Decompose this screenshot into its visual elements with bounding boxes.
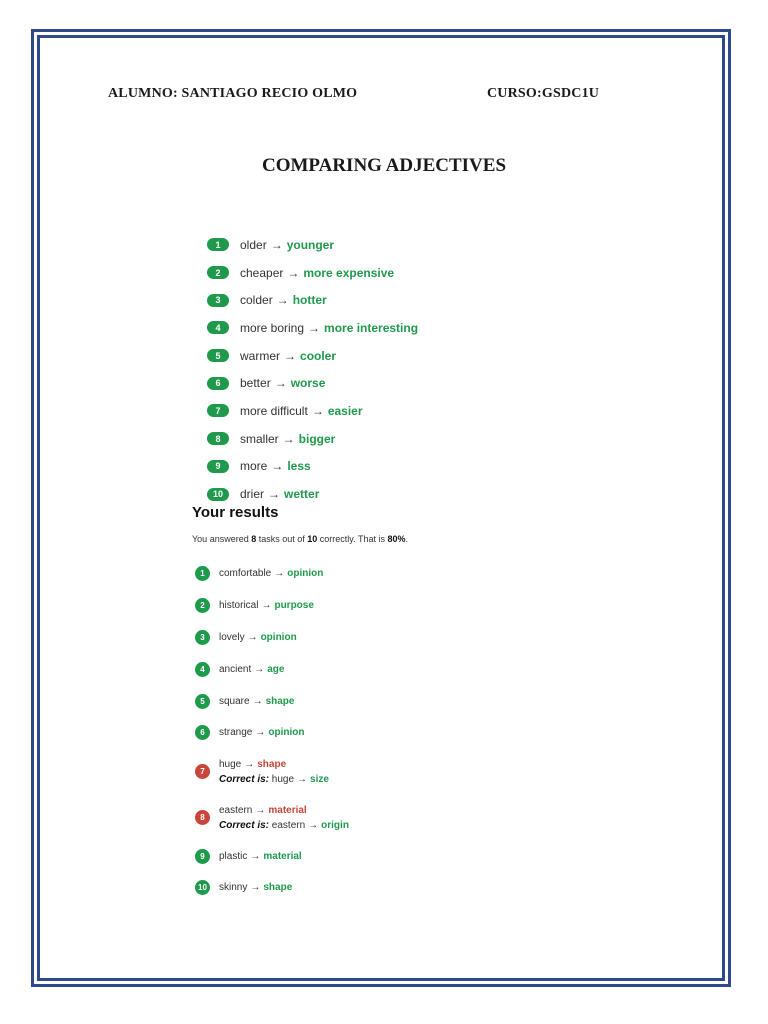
list-item	[207, 453, 418, 481]
correct-answer: size	[310, 774, 329, 785]
question-word: more difficult	[240, 403, 308, 418]
result-answer-line	[219, 566, 323, 581]
result-answer-line	[219, 598, 314, 613]
result-answer-line	[219, 630, 297, 645]
question-word: older	[240, 237, 267, 252]
summary-pre: You answered	[192, 534, 252, 544]
given-answer: material	[268, 805, 307, 816]
arrow-icon: →	[276, 293, 289, 308]
number-badge: 9	[207, 460, 229, 473]
result-text	[219, 757, 329, 787]
comparatives-list	[207, 231, 418, 508]
result-answer-line	[219, 803, 349, 818]
given-answer: opinion	[260, 632, 297, 643]
question-word: drier	[240, 487, 265, 502]
result-text	[219, 880, 292, 895]
result-text	[219, 803, 349, 833]
number-badge: 4	[207, 321, 229, 334]
result-text	[219, 662, 284, 677]
arrow-icon: →	[287, 265, 300, 280]
given-answer: purpose	[274, 600, 314, 611]
answer-word: wetter	[284, 487, 320, 502]
arrow-icon: →	[271, 459, 284, 474]
results-title: Your results	[192, 504, 279, 521]
summary-correct-count: 8	[251, 534, 257, 544]
question-word: skinny	[219, 882, 248, 893]
question-word: better	[240, 376, 271, 391]
answer-word: younger	[286, 237, 335, 252]
question-word: ancient	[219, 664, 252, 675]
number-badge: 5	[207, 349, 229, 362]
given-answer: shape	[263, 882, 293, 893]
result-answer-line	[219, 662, 284, 677]
question-word: warmer	[240, 348, 281, 363]
question-word: cheaper	[240, 265, 284, 280]
correct-badge: 6	[195, 725, 210, 740]
arrow-icon: →	[252, 696, 263, 707]
arrow-icon: →	[308, 320, 321, 335]
arrow-icon: →	[247, 632, 258, 643]
answer-word: more expensive	[303, 265, 395, 280]
arrow-icon: →	[254, 664, 265, 675]
question-word: huge	[271, 774, 295, 785]
summary-percent: 80%	[387, 534, 406, 544]
incorrect-badge: 8	[195, 810, 210, 825]
question-word: plastic	[219, 851, 248, 862]
question-word: lovely	[219, 632, 245, 643]
question-word: square	[219, 696, 250, 707]
result-text	[219, 630, 297, 645]
question-word: historical	[219, 600, 259, 611]
summary-end: .	[405, 534, 408, 544]
result-item	[195, 630, 297, 645]
arrow-icon: →	[297, 774, 308, 785]
result-text	[219, 598, 314, 613]
summary-total-count: 10	[307, 534, 318, 544]
list-item	[207, 425, 418, 453]
question-word: huge	[219, 759, 242, 770]
number-badge: 7	[207, 404, 229, 417]
result-text	[219, 566, 323, 581]
question-word: strange	[219, 727, 253, 738]
answer-word: cooler	[300, 348, 337, 363]
arrow-icon: →	[250, 882, 261, 893]
list-item	[207, 259, 418, 287]
given-answer: opinion	[287, 568, 324, 579]
result-item	[195, 849, 302, 864]
question-word: more boring	[240, 320, 305, 335]
number-badge: 8	[207, 432, 229, 445]
answer-word: more interesting	[324, 320, 419, 335]
question-word: smaller	[240, 431, 279, 446]
page-border-inner	[38, 36, 724, 980]
list-item	[207, 397, 418, 425]
result-item	[195, 598, 314, 613]
correct-badge: 9	[195, 849, 210, 864]
answer-word: easier	[327, 403, 363, 418]
list-item	[207, 286, 418, 314]
arrow-icon: →	[282, 431, 295, 446]
question-word: colder	[240, 293, 273, 308]
result-item	[195, 694, 294, 709]
correct-badge: 10	[195, 880, 210, 895]
arrow-icon: →	[255, 727, 266, 738]
result-item	[195, 880, 292, 895]
correct-badge: 3	[195, 630, 210, 645]
page-title: COMPARING ADJECTIVES	[261, 155, 507, 176]
list-item	[207, 369, 418, 397]
correction-line	[219, 818, 349, 833]
number-badge: 3	[207, 294, 229, 307]
given-answer: opinion	[268, 727, 305, 738]
result-answer-line	[219, 880, 292, 895]
correct-label: Correct is:	[219, 820, 270, 831]
given-answer: shape	[265, 696, 295, 707]
question-word: comfortable	[219, 568, 272, 579]
correct-badge: 1	[195, 566, 210, 581]
arrow-icon: →	[268, 487, 281, 502]
number-badge: 6	[207, 377, 229, 390]
result-item	[195, 757, 329, 787]
answer-word: hotter	[292, 293, 327, 308]
arrow-icon: →	[274, 376, 287, 391]
given-answer: age	[267, 664, 285, 675]
answer-word: bigger	[298, 431, 336, 446]
result-item	[195, 803, 349, 833]
arrow-icon: →	[270, 237, 283, 252]
correct-label: Correct is:	[219, 774, 270, 785]
student-name: ALUMNO: SANTIAGO RECIO OLMO	[108, 86, 358, 101]
result-answer-line	[219, 694, 294, 709]
given-answer: shape	[257, 759, 287, 770]
results-summary	[192, 534, 408, 544]
correct-badge: 5	[195, 694, 210, 709]
arrow-icon: →	[308, 820, 319, 831]
arrow-icon: →	[284, 348, 297, 363]
course-code: CURSO:GSDC1U	[487, 86, 600, 101]
summary-mid2: correctly. That is	[317, 534, 388, 544]
list-item	[207, 231, 418, 259]
answer-word: less	[287, 459, 311, 474]
question-word: eastern	[271, 820, 306, 831]
list-item	[207, 314, 418, 342]
summary-mid: tasks out of	[256, 534, 308, 544]
answer-word: worse	[290, 376, 326, 391]
result-text	[219, 694, 294, 709]
question-word: more	[240, 459, 268, 474]
result-item	[195, 662, 284, 677]
question-word: eastern	[219, 805, 253, 816]
result-answer-line	[219, 757, 329, 772]
arrow-icon: →	[255, 805, 266, 816]
result-item	[195, 566, 323, 581]
number-badge: 10	[207, 488, 229, 501]
number-badge: 1	[207, 238, 229, 251]
arrow-icon: →	[311, 403, 324, 418]
number-badge: 2	[207, 266, 229, 279]
arrow-icon: →	[261, 600, 272, 611]
correct-badge: 4	[195, 662, 210, 677]
arrow-icon: →	[250, 851, 261, 862]
correct-badge: 2	[195, 598, 210, 613]
result-answer-line	[219, 849, 302, 864]
list-item	[207, 342, 418, 370]
correction-line	[219, 772, 329, 787]
incorrect-badge: 7	[195, 764, 210, 779]
result-text	[219, 849, 302, 864]
result-item	[195, 725, 304, 740]
correct-answer: origin	[321, 820, 349, 831]
given-answer: material	[263, 851, 302, 862]
result-answer-line	[219, 725, 304, 740]
arrow-icon: →	[244, 759, 255, 770]
arrow-icon: →	[274, 568, 285, 579]
result-text	[219, 725, 304, 740]
